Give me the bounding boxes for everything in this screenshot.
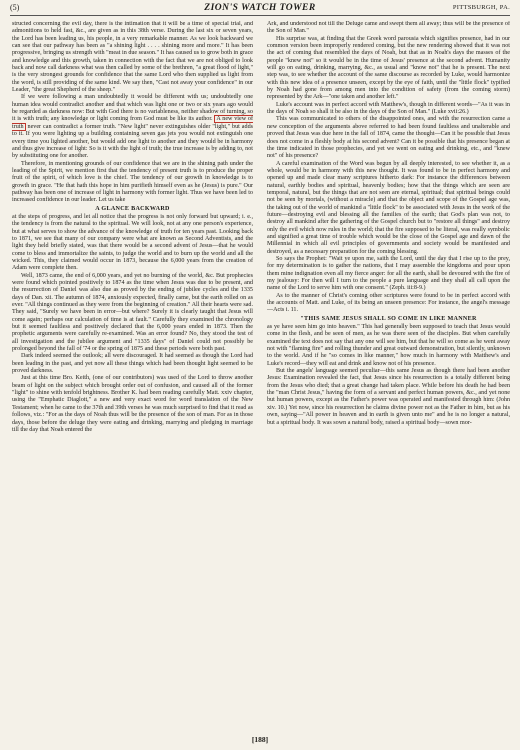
paragraph: As to the manner of Christ's coming other scriptures were found to be in perfect accord with the accounts of Matt. and Luke, of its being an unseen presence: For instance, the angel's message—Acts i. 11. xyxy=(267,292,510,314)
quote-heading: "THIS SAME JESUS SHALL SO COME IN LIKE MANNER xyxy=(300,315,477,322)
paragraph: Dark indeed seemed the outlook; all were discouraged. It had seemed as though the Lord had been leading in the past, and yet now all these things which had been thought light seemed to be proved darkness. xyxy=(12,353,253,375)
paragraph: But the angels' language seemed peculiar—this same Jesus as though there had been another Jesus: Examination revealed the fact, that Jesus since his resurrection is a totally different being from the Jesus who died; that a great change had taken place. While before his death he had been the "man Christ Jesus," having the form of a servant and perfect human powers, &c., and yet none but human powers, except as the Father's power was operated and manifested through him: (John xiv. 10.) Yet now, since his resurrection he claims divine power not as the Father in him, but as his own, saying—"All power in heaven and in earth is given unto me" and he is no longer a natural, but a spiritual body. It was sown a natural body, raised a spiritual body—sown mor- xyxy=(267,368,510,426)
masthead-location: PITTSBURGH, PA. xyxy=(452,4,510,11)
paragraph xyxy=(12,94,253,160)
page-number: [188] xyxy=(251,735,269,744)
left-column xyxy=(12,21,253,727)
paragraph: Ark, and understood not till the Deluge came and swept them all away; thus will be the presence of the Son of Man." xyxy=(267,21,510,35)
paragraph: Just at this time Bro. Keith, (one of our contributors) was used of the Lord to throw another beam of light on the subject which brought order out of confusion, and caused all of the former "light" to shine with tenfold brightness. Brother K. had been reading carefully Matt. xxiv chapter, using the "Emphatic Diaglott," a new and very exact word for word translation of the New Testament; when he came to the 37th and 39th verses he was much surprised to find that it read as follows, viz.: "For as the days of Noah thus will be the presence of the son of man. For as in those days, those before the deluge they were eating and drinking, marrying and pledging in marriage till the day that Noah entered the xyxy=(12,375,253,433)
paragraph: Well, 1873 came, the end of 6,000 years, and yet no burning of the world, &c. But prophecies were found which pointed positively to 1874 as the time when Jesus was due to be present, and the resurrection of Daniel was also due as proved by the ending of jubilee cycles and the 1335 days of Dan. xii. The autumn of 1874, anxiously expected, finally came, but the earth rolled on as ever. "All things continued as they were from the beginning of creation." All their hearts were sad. They said, "Surely we have been in error—but where? Surely it is clearly taught that Jesus will come again; perhaps our calculation of time is at fault." Carefully they examined the chronology but it seemed faultless and positively declared that the 6,000 years ended in 1873. Then the prophetic arguments were carefully re-examined. Was an error found? No, they stood the test of all investigation and the jubilee argument and "1335 days" of Daniel could not possibly be prolonged beyond the fall of '74 or the spring of 1875 and these periods were both past. xyxy=(12,272,253,353)
paragraph: as ye have seen him go into heaven." This had generally been supposed to teach that Jesus would come in the flesh, and be seen of men, as he was there seen of the disciples. But when carefully examined the text does not say that any one will see him, but that he will so come as he went away not with "flaming fire" and rolling thunder and great outward demonstration, but silently, unknown to the world. And if he "so comes in like manner," how much in harmony with Matthew's and Luke's record—they will eat and drink and know not of his presence. xyxy=(267,324,510,367)
paragraph: So says the Prophet: "Wait ye upon me, saith the Lord, until the day that I rise up to the prey, for my determination is to gather the nations, that I may assemble the kingdoms and pour upon them mine indignation even all my fierce anger: for all the earth, shall be devoured with the fire of my jealousy: For then will I turn to the people a pure language and they shall all call upon the name of the Lord to serve him with one consent." (Zeph. iii:8-9.) xyxy=(267,256,510,292)
masthead-title: ZION'S WATCH TOWER xyxy=(204,3,316,13)
section-heading: A GLANCE BACKWARD xyxy=(95,205,170,212)
paragraph: A careful examination of the Word was begun by all deeply interested, to see whether it, as a whole, would be in harmony with this new thought. It was found to be in perfect harmony and opened up and made clear many scriptures hitherto dark: For instance the differences between natural, earthly bodies and spiritual, heavenly bodies; how that the things which are seen are temporal, natural, but the things that are not seen are eternal, spiritual; that spiritual beings could not be seen by mortals, (without a miracle) and that the object and scope of the Gospel age was, the taking out of the world of mankind a "little flock" to be associated with Jesus in the work of the future—destroying evil and blessing all the families of the earth; that God's plan was not, to destroy all mankind after the gathering of the Gospel church but to "restore all things" and destroy only the evil which now rules in the world; that the fire supposed to be literal, was really symbolic and signified a great time of trouble which would be the close of the Gospel age and dawn of the Millennial in which all evil principles of governments and society would be manifested and destroyed, as a necessary preparation for the coming blessing. xyxy=(267,160,510,255)
paragraph-text: If we were following a man undoubtedly it would be different with us; undoubtedly one human idea would contradict another and that which was light one or two or six years ago would be regarded as darkness now: But with God there is no variableness, neither shadow of turning, so it is with truth; any knowledge or light coming from God must be like its author. xyxy=(12,94,253,123)
right-column xyxy=(267,21,510,727)
paragraph: This was communicated to others of the disappointed ones, and with the resurrection came a new conception of the arguments above referred to had been found faultless and unalterable and proved that Jesus was due here in the fall of 1874, came the thought—Can it be possible that Jesus does not come in a fleshly body at his second advent? Can it be possible that his presence began at the time indicated in those prophecies, and yet we went on eating and drinking, etc., and "knew not" of his presence? xyxy=(267,116,510,160)
paragraph-text: never can contradict a former truth. "New light" never extinguishes older "light," but adds to it. If you were lighting up a building containing seven gas jets you would not extinguish one every time you lighted another, but would add one light to another and they would be in harmony and thus give increase of light: So is it with the light of truth; the true increase is by adding to, not by substituting one for another. xyxy=(12,123,253,160)
paragraph: His surprise was, at finding that the Greek word parousia which signifies presence, had in our common version been improperly rendered coming, but the new rendering showed that it was not the act of coming that resembled the days of Noah, but that as in Noah's days the masses of the people "knew not" so it would be in the time of Jesus' presence at the second advent. Humanity will go on eating, drinking, marrying, &c., as usual and "know not" that he is present. The next step was, to see whether the account of the same discourse as recorded by Luke, would harmonize with this new idea of a presence unseen, except by the eye of faith, until the "little flock" typified by Noah had gone from among men into the condition of safety (from the coming storm) represented by the Ark—"one taken and another left." xyxy=(267,35,510,101)
highlighted-phrase: A new view of truth xyxy=(12,116,253,130)
paragraph: Luke's account was in perfect accord with Matthew's, though in different words—"As it was in the days of Noah so shall it be also in the days of the Son of Man." (Luke xvii:26.) xyxy=(267,101,510,116)
paragraph: Therefore, in mentioning grounds of our confidence that we are in the shining path under the leading of the Spirit, we mention first that the tendency of present truth is to produce the proper fruit of the spirit, of which love is the chief. The tendency of our growth in knowledge is to growth in grace. "He that hath this hope in him purifieth himself even as he (Jesus) is pure." Our pathway has been one of increase of light in harmony with former light. Thus we have been led to increased confidence in our leader. Let us take xyxy=(12,160,253,204)
page-header xyxy=(10,3,510,16)
page-marker: (5) xyxy=(10,3,20,12)
paragraph: structed concerning the evil day, there is the intimation that it will be a time of special trial, and admonitions to held fast, &c., are given as in this 38th verse. During the last six or seven years, the Lord has been leading us, his people, in a very remarkable manner. As we look backward we can see that our pathway has been as "a shining light . . . . shining more and more." It has been progressive, bringing us strength with "meat in due season." It has caused us to grow both in grace and knowledge and this growth, taken in connection with the fact that we are not obliged to look back and now call darkness what was then called by some of the brethren, "a great flood of light," is the very strongest grounds for confidence that the same Lord who then supplied us light from the word, is still providing of the same kind. We say then, "Cast not away your confidence" in our Leader, "the great Shepherd of the sheep." xyxy=(12,21,253,94)
paragraph: at the steps of progress, and let all notice that the progress is not only forward but upward; i. e., the tendency is from the natural to the spiritual. We will look, not at any one person's experience, but at what serves to show the advance of the knowledge of truth for ten years past. Looking back to 1871, we see that many of our company were what are known as Second Adventists, and the light they held briefly stated, was that there would be a second advent of Jesus—that he would come to bless and immortalize the saints, to judge the world and to burn up the world and all the wicked. This, they claimed would occur in 1873, because the 6,000 years from the creation of Adam were complete then. xyxy=(12,213,253,272)
